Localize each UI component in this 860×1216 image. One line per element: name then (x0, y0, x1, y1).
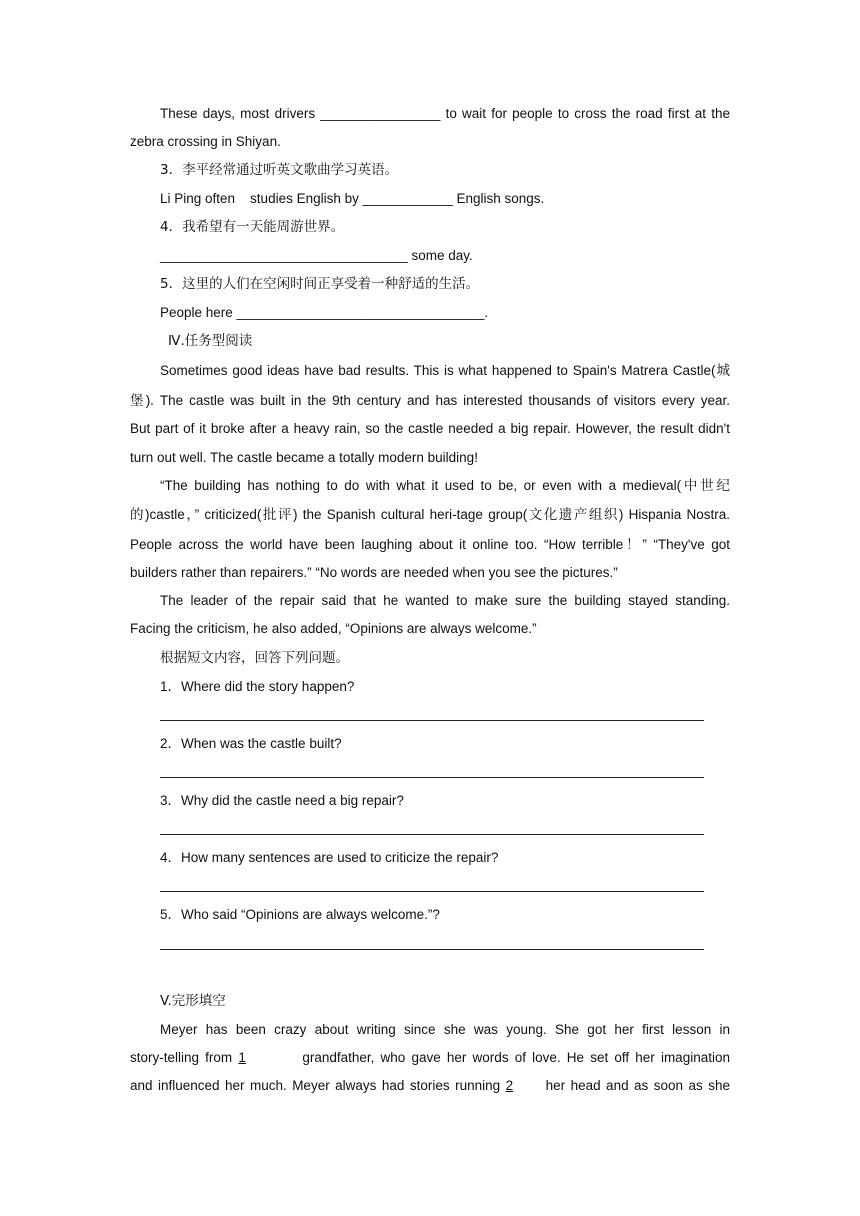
translation-prompt-3 (160, 160, 730, 180)
passage-line: turn out well. The castle became a totally modern building! (130, 450, 478, 465)
passage-line: 堡). The castle was built in the 9th century and has interested thousands of visitors every year. (130, 393, 730, 408)
sentence-line: zebra crossing in Shiyan. (130, 134, 281, 149)
section-heading: V.完形填空 (160, 993, 226, 1009)
text-segment: grandfather, who gave her words of love. He set off her imagination (302, 1050, 730, 1065)
passage-line: Meyer has been crazy about writing since she was young. She got her first lesson in (160, 1022, 730, 1037)
question-1: 1．Where did the story happen? (160, 679, 355, 694)
passage-line (130, 1076, 730, 1096)
instruction: 根据短文内容，回答下列问题。 (160, 650, 349, 666)
question-5: 5．Who said “Opinions are always welcome.”? (160, 907, 440, 922)
passage-line: The leader of the repair said that he wanted to make sure the building stayed standing. (160, 593, 730, 608)
passage-line: “The building has nothing to do with what it used to be, or even with a medieval(中世纪 (160, 478, 730, 493)
translation-prompt-4 (160, 217, 730, 237)
passage-line: Facing the criticism, he also added, “Opinions are always welcome.” (130, 621, 537, 636)
passage-line: People across the world have been laughing about it online too. “How terrible！” “They've got (130, 537, 730, 552)
cloze-blank-1[interactable]: 1 (238, 1050, 246, 1065)
translation-prompt-5 (160, 274, 730, 294)
item-number: 3． (160, 162, 183, 178)
answer-line-4[interactable] (160, 891, 704, 892)
passage-line: But part of it broke after a heavy rain, so the castle needed a big repair. However, the result didn't (130, 421, 730, 436)
passage-line: builders rather than repairers.” “No words are needed when you see the pictures.” (130, 565, 618, 580)
cloze-blank-2[interactable]: 2 (505, 1078, 514, 1093)
answer-line-5[interactable] (160, 949, 704, 950)
text-segment: her head and as soon as she (545, 1078, 730, 1093)
passage-line (130, 1048, 730, 1068)
chinese-sentence: 这里的人们在空闲时间正享受着一种舒适的生活。 (182, 276, 480, 292)
translation-answer-5: People here _________________________________. (160, 305, 489, 320)
item-number: 4． (160, 219, 183, 235)
item-number: 5． (160, 276, 183, 292)
section-heading: Ⅳ.任务型阅读 (168, 333, 253, 349)
chinese-sentence: 李平经常通过听英文歌曲学习英语。 (182, 162, 399, 178)
answer-line-2[interactable] (160, 777, 704, 778)
question-2: 2．When was the castle built? (160, 736, 342, 751)
passage-line: 的)castle，” criticized(批评) the Spanish cultural heri-tage group(文化遗产组织) Hispania Nostra. (130, 507, 730, 522)
text-segment: story-telling from (130, 1050, 233, 1065)
question-4: 4．How many sentences are used to criticize the repair? (160, 850, 499, 865)
text-segment: and influenced her much. Meyer always had stories running (130, 1078, 506, 1093)
sentence-line: These days, most drivers ________________ to wait for people to cross the road first at the (160, 106, 730, 121)
chinese-sentence: 我希望有一天能周游世界。 (182, 219, 345, 235)
question-3: 3．Why did the castle need a big repair? (160, 793, 404, 808)
answer-line-1[interactable] (160, 720, 704, 721)
translation-answer-4: _________________________________ some day. (160, 248, 473, 263)
translation-answer-3: Li Ping often studies English by ____________ English songs. (160, 191, 545, 206)
passage-line: Sometimes good ideas have bad results. This is what happened to Spain's Matrera Castle(城 (160, 363, 730, 378)
answer-line-3[interactable] (160, 834, 704, 835)
